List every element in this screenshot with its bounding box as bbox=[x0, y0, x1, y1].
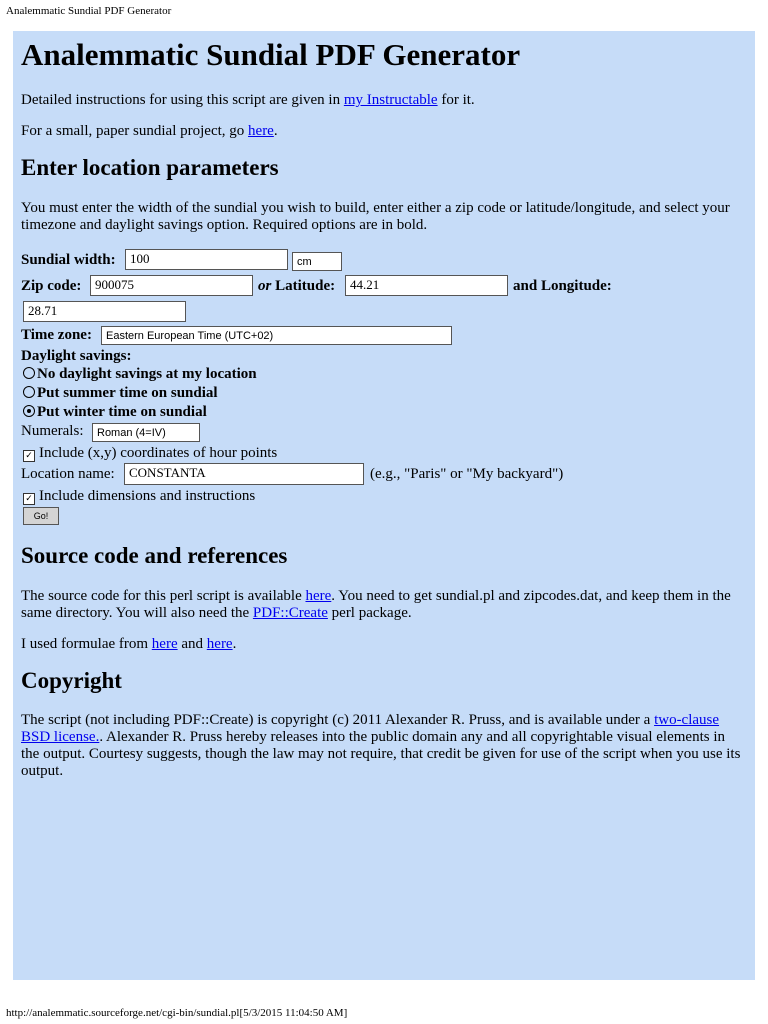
source-text-mid: . You need to get sundial.pl and zipcodes.dat, and keep them in the same directory. You will also need the bbox=[21, 588, 731, 621]
daylight-label: Daylight savings: bbox=[21, 348, 132, 364]
location-description: You must enter the width of the sundial you wish to build, enter either a zip code or latitude/longitude, and select your timezone and daylight savings option. Required options are in bold. bbox=[21, 200, 730, 233]
location-heading: Enter location parameters bbox=[21, 155, 279, 180]
source-paragraph bbox=[21, 588, 743, 622]
intro-paper bbox=[21, 123, 743, 140]
formulae-text: I used formulae from bbox=[21, 636, 152, 652]
print-header: Analemmatic Sundial PDF Generator bbox=[6, 5, 172, 17]
zip-input[interactable]: 900075 bbox=[90, 275, 253, 296]
copyright-heading: Copyright bbox=[21, 668, 122, 693]
include-xy-option[interactable] bbox=[23, 444, 277, 462]
radio-summer-time[interactable] bbox=[23, 386, 35, 398]
print-footer-url: http://analemmatic.sourceforge.net/cgi-bin/sundial.pl[5/3/2015 11:04:50 AM] bbox=[6, 1007, 348, 1019]
daylight-option-none[interactable] bbox=[23, 365, 257, 383]
formulae-paragraph bbox=[21, 636, 743, 653]
daylight-option-label: Put winter time on sundial bbox=[37, 404, 207, 420]
numerals-label: Numerals: bbox=[21, 423, 84, 439]
include-xy-checkbox[interactable]: ✓ bbox=[23, 450, 35, 462]
include-dims-label: Include dimensions and instructions bbox=[39, 488, 256, 504]
daylight-option-label: Put summer time on sundial bbox=[37, 385, 218, 401]
location-name-hint: (e.g., "Paris" or "My backyard") bbox=[370, 466, 564, 482]
latitude-label-group bbox=[258, 277, 335, 295]
include-xy-label: Include (x,y) coordinates of hour points bbox=[39, 445, 278, 461]
intro-paper-tail: . bbox=[273, 123, 278, 139]
paper-sundial-link[interactable]: here bbox=[248, 123, 274, 139]
latitude-label: Latitude: bbox=[275, 278, 336, 294]
source-heading: Source code and references bbox=[21, 543, 288, 568]
source-text-tail: perl package. bbox=[327, 605, 412, 621]
width-label: Sundial width: bbox=[21, 252, 116, 268]
source-text: The source code for this perl script is available bbox=[21, 588, 306, 604]
latitude-input[interactable]: 44.21 bbox=[345, 275, 508, 296]
daylight-option-label: No daylight savings at my location bbox=[37, 366, 257, 382]
intro-instructions-tail: for it. bbox=[437, 92, 475, 108]
width-input[interactable]: 100 bbox=[125, 249, 288, 270]
longitude-label-group bbox=[513, 277, 612, 295]
copyright-text: The script (not including PDF::Create) is copyright (c) 2011 Alexander R. Pruss, and is available under a bbox=[21, 712, 655, 728]
or-label: or bbox=[258, 278, 272, 294]
radio-no-daylight[interactable] bbox=[23, 367, 35, 379]
page-title: Analemmatic Sundial PDF Generator bbox=[21, 37, 521, 72]
zip-label: Zip code: bbox=[21, 278, 82, 294]
and-label: and bbox=[513, 278, 538, 294]
copyright-text-tail: . Alexander R. Pruss hereby releases into the public domain any and all copyrightable visual elements in the output. Courtesy suggests, though the law may not require, that credit be given for use of the script when you use its output. bbox=[21, 729, 741, 779]
intro-instructions-text: Detailed instructions for using this script are given in bbox=[21, 92, 344, 108]
instructable-link[interactable]: my Instructable bbox=[343, 92, 438, 108]
formulae-text-mid: and bbox=[177, 636, 207, 652]
intro-instructions bbox=[21, 92, 743, 109]
go-button[interactable]: Go! bbox=[23, 507, 59, 525]
formulae-link-2[interactable]: here bbox=[206, 636, 233, 652]
include-dims-checkbox[interactable]: ✓ bbox=[23, 493, 35, 505]
bsd-license-link[interactable]: two-clause BSD license. bbox=[21, 712, 720, 745]
timezone-select[interactable]: Eastern European Time (UTC+02) bbox=[101, 326, 452, 345]
formulae-link-1[interactable]: here bbox=[151, 636, 178, 652]
longitude-label: Longitude: bbox=[540, 278, 612, 294]
radio-winter-time[interactable] bbox=[23, 405, 35, 417]
main-panel bbox=[13, 31, 755, 980]
longitude-input[interactable]: 28.71 bbox=[23, 301, 186, 322]
source-code-link[interactable]: here bbox=[305, 588, 332, 604]
location-name-input[interactable]: CONSTANTA bbox=[124, 463, 364, 485]
unit-select[interactable]: cm bbox=[292, 252, 342, 271]
copyright-paragraph bbox=[21, 712, 743, 780]
include-dims-option[interactable] bbox=[23, 487, 255, 505]
pdf-create-link[interactable]: PDF::Create bbox=[252, 605, 328, 621]
formulae-text-tail: . bbox=[232, 636, 237, 652]
timezone-label: Time zone: bbox=[21, 327, 92, 343]
intro-paper-text: For a small, paper sundial project, go bbox=[21, 123, 249, 139]
daylight-option-summer[interactable] bbox=[23, 384, 218, 402]
daylight-option-winter[interactable] bbox=[23, 403, 207, 421]
numerals-select[interactable]: Roman (4=IV) bbox=[92, 423, 200, 442]
location-name-label: Location name: bbox=[21, 466, 115, 482]
